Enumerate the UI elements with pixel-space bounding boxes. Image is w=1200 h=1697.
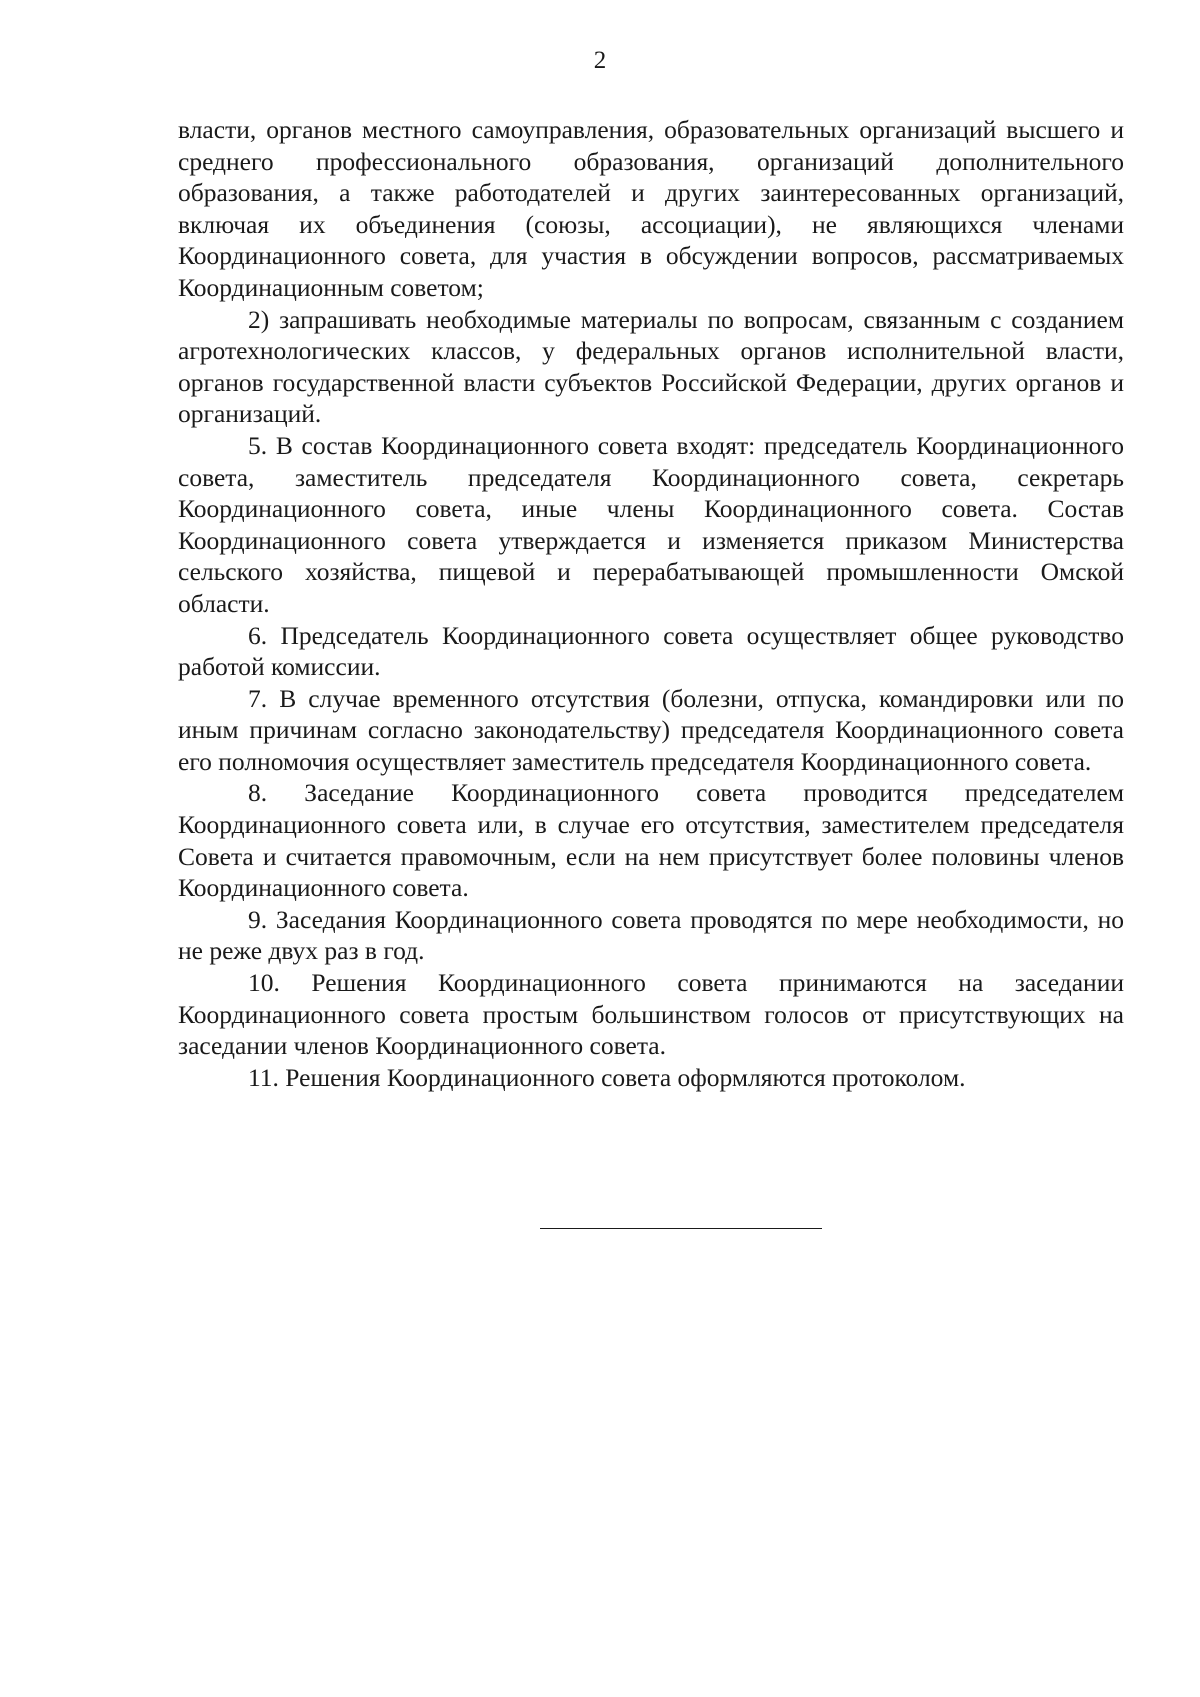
paragraph-clause-11: 11. Решения Координационного совета оформляются протоколом.	[248, 1062, 966, 1092]
end-of-document-rule	[540, 1228, 822, 1229]
paragraph-clause-6: 6. Председатель Координационного совета осуществляет общее руководство работой комиссии.	[178, 620, 1124, 682]
paragraph-clause-5: 5. В состав Координационного совета входят: председатель Координационного совета, заместитель председателя Координационного совета, секретарь Координационного совета, иные члены Координационного совета. Состав Координационного совета утверждается и изменяется приказом Министерства сельского хозяйства, пищевой и перерабатывающей промышленности Омской области.	[178, 430, 1124, 618]
paragraph-item-2: 2) запрашивать необходимые материалы по вопросам, связанным с созданием агротехнологических классов, у федеральных органов исполнительной власти, органов государственной власти субъектов Российской Федерации, других органов и организаций.	[178, 304, 1124, 429]
paragraph-clause-7: 7. В случае временного отсутствия (болезни, отпуска, командировки или по иным причинам согласно законодательству) председателя Координационного совета его полномочия осуществляет заместитель председателя Координационного совета.	[178, 683, 1124, 776]
page-number: 2	[593, 47, 607, 74]
paragraph-continuation: власти, органов местного самоуправления, образовательных организаций высшего и среднего профессионального образования, организаций дополнительного образования, а также работодателей и других заинтересованных организаций, включая их объединения (союзы, ассоциации), не являющихся членами Координационного совета, для участия в обсуждении вопросов, рассматриваемых Координационным советом;	[178, 115, 1124, 302]
paragraph-clause-9: 9. Заседания Координационного совета проводятся по мере необходимости, но не реже двух раз в год.	[178, 904, 1124, 966]
paragraph-clause-10: 10. Решения Координационного совета принимаются на заседании Координационного совета простым большинством голосов от присутствующих на заседании членов Координационного совета.	[178, 968, 1124, 1061]
paragraph-clause-8: 8. Заседание Координационного совета проводится председателем Координационного совета или, в случае его отсутствия, заместителем председателя Совета и считается правомочным, если на нем присутствует более половины членов Координационного совета.	[178, 778, 1124, 903]
document-body	[178, 114, 1124, 1093]
